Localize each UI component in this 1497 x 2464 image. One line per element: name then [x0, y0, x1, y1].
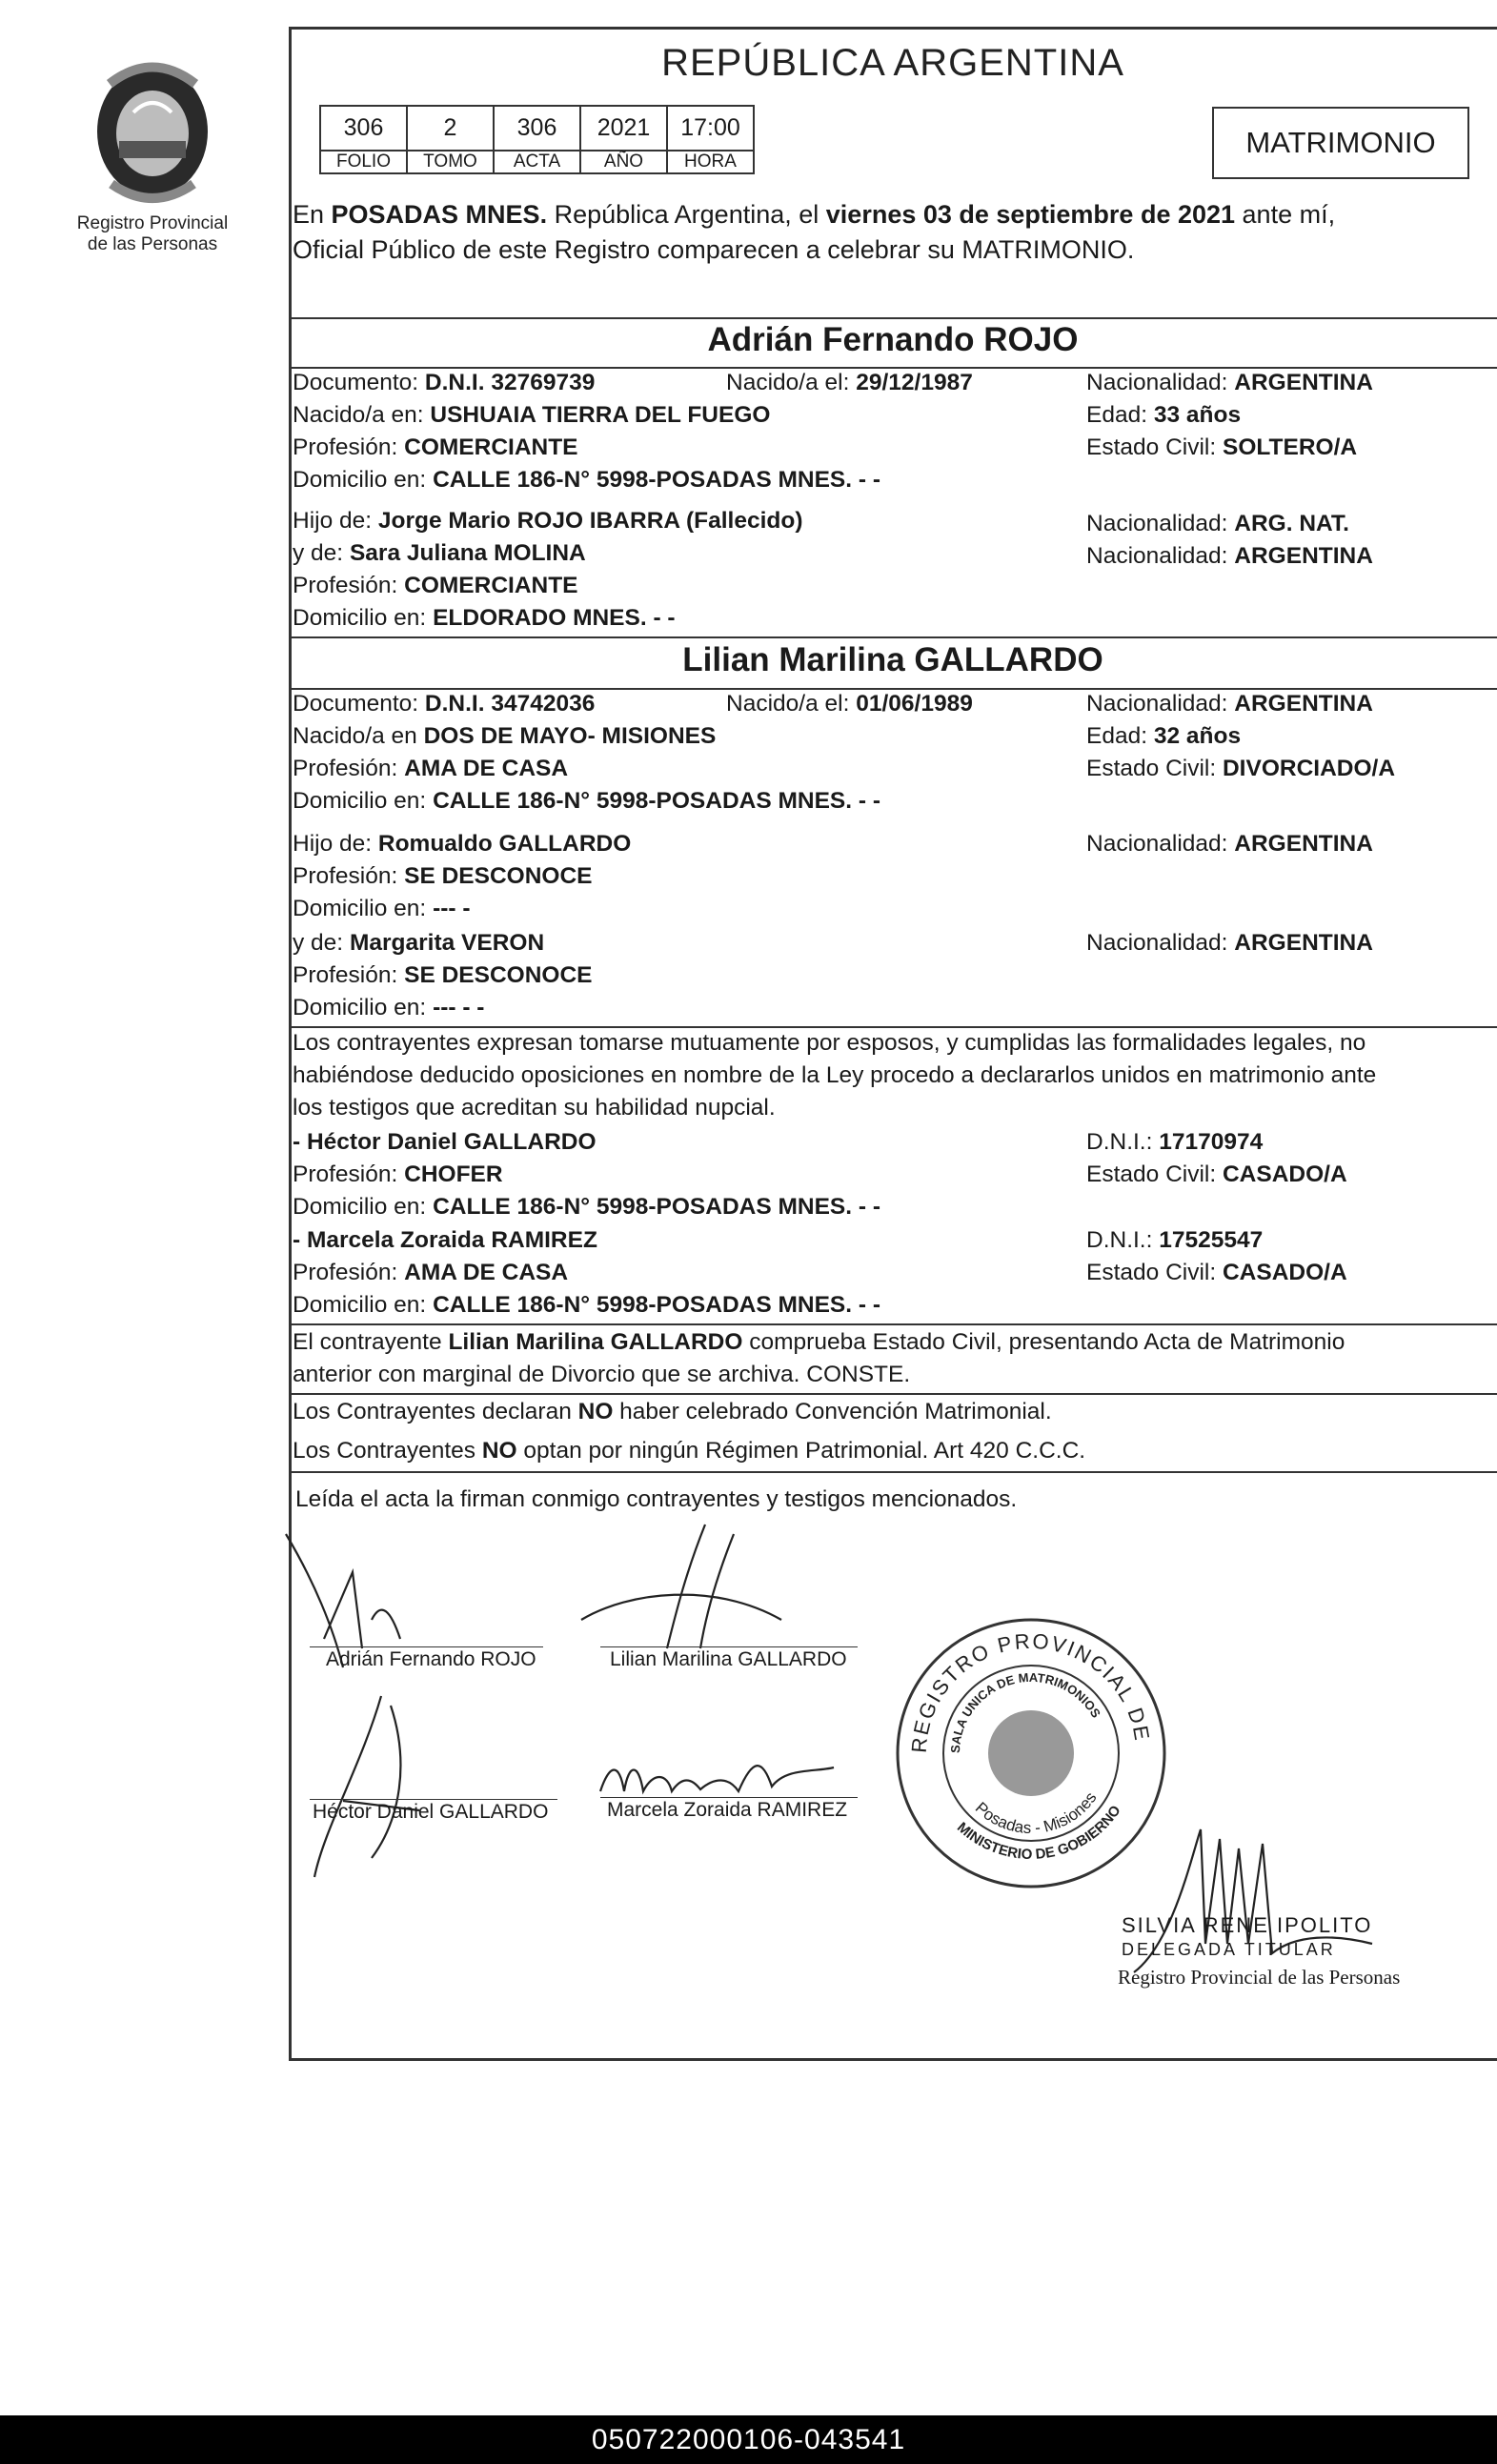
- spouse2-age: Edad: 32 años: [1086, 723, 1242, 749]
- civil-status-note: El contrayente Lilian Marilina GALLARDO comprueba Estado Civil, presentando Acta de Matrimonio anterior con marginal de Divorcio que se archiva. CONSTE.: [293, 1329, 1345, 1387]
- witness2-address: Domicilio en: CALLE 186-N° 5998-POSADAS MNES. - -: [293, 1292, 881, 1318]
- signature-hector-gallardo: [305, 1686, 448, 1887]
- registry-name-line1: Registro Provincial: [76, 213, 229, 233]
- folio-value: 306: [320, 106, 407, 151]
- convention-statement: Los Contrayentes declaran NO haber celebrado Convención Matrimonial.: [293, 1399, 1052, 1424]
- signature-name-3: Héctor Daniel GALLARDO: [313, 1801, 549, 1823]
- signature-line: [600, 1646, 858, 1647]
- spouse1-civil-status: Estado Civil: SOLTERO/A: [1086, 434, 1358, 460]
- spouse2-mother-profession: Profesión: SE DESCONOCE: [293, 962, 593, 988]
- acta-value: 306: [494, 106, 580, 151]
- signature-lilian-gallardo: [572, 1515, 839, 1658]
- spouse2-father-address: Domicilio en: --- -: [293, 896, 471, 921]
- intro-text: En: [293, 200, 332, 229]
- spouse1-birthplace: Nacido/a en: USHUAIA TIERRA DEL FUEGO: [293, 402, 771, 428]
- year-value: 2021: [580, 106, 667, 151]
- registry-name: [67, 213, 238, 255]
- spouse1-address: Domicilio en: CALLE 186-N° 5998-POSADAS MNES. - -: [293, 467, 881, 493]
- intro-date: viernes 03 de septiembre de 2021: [825, 200, 1236, 229]
- spouse2-father-profession: Profesión: SE DESCONOCE: [293, 863, 593, 889]
- declaration-line: Los contrayentes expresan tomarse mutuamente por esposos, y cumplidas las formalidades legales, no: [293, 1030, 1366, 1056]
- folio-label: FOLIO: [320, 151, 407, 173]
- svg-text:Posadas - Misiones: [972, 1788, 1101, 1837]
- spouse1-parents-address: Domicilio en: ELDORADO MNES. - -: [293, 605, 676, 631]
- divider: [289, 367, 1497, 369]
- intro-text: Oficial Público de este Registro comparecen a celebrar su MATRIMONIO.: [293, 235, 1135, 264]
- spouse1-name: Adrián Fernando ROJO: [707, 321, 1079, 358]
- spouse1-profession: Profesión: COMERCIANTE: [293, 434, 578, 460]
- hour-label: HORA: [667, 151, 754, 173]
- regime-statement: Los Contrayentes NO optan por ningún Régimen Patrimonial. Art 420 C.C.C.: [293, 1438, 1086, 1464]
- signature-name-4: Marcela Zoraida RAMIREZ: [607, 1799, 848, 1821]
- divider: [289, 636, 1497, 638]
- spouse2-birthdate: Nacido/a el: 01/06/1989: [726, 691, 973, 717]
- tomo-value: 2: [407, 106, 494, 151]
- witness2-name: - Marcela Zoraida RAMIREZ: [293, 1227, 597, 1253]
- stamp-outer-text: REGISTRO PROVINCIAL DE: [906, 1628, 1155, 1754]
- spouse2-address: Domicilio en: CALLE 186-N° 5998-POSADAS MNES. - -: [293, 788, 881, 814]
- signature-name-2: Lilian Marilina GALLARDO: [610, 1648, 847, 1670]
- stamp-inner-text: SALA UNICA DE MATRIMONIOS: [947, 1669, 1103, 1754]
- province-seal-icon: [81, 55, 224, 208]
- witness2-civil-status: Estado Civil: CASADO/A: [1086, 1260, 1347, 1285]
- intro-place: POSADAS MNES.: [331, 200, 548, 229]
- divider: [289, 1323, 1497, 1325]
- record-type-box: MATRIMONIO: [1212, 107, 1469, 179]
- year-label: AÑO: [580, 151, 667, 173]
- spouse2-profession: Profesión: AMA DE CASA: [293, 756, 569, 781]
- spouse1-age: Edad: 33 años: [1086, 402, 1242, 428]
- witness2-profession: Profesión: AMA DE CASA: [293, 1260, 569, 1285]
- closing-statement: Leída el acta la firman conmigo contrayentes y testigos mencionados.: [295, 1486, 1018, 1512]
- spouse2-father-nationality: Nacionalidad: ARGENTINA: [1086, 831, 1373, 857]
- signature-name-1: Adrián Fernando ROJO: [326, 1648, 536, 1670]
- acta-label: ACTA: [494, 151, 580, 173]
- spouse1-birthdate: Nacido/a el: 29/12/1987: [726, 370, 973, 395]
- spouse2-document: Documento: D.N.I. 34742036: [293, 691, 596, 717]
- witness2-dni: D.N.I.: 17525547: [1086, 1227, 1264, 1253]
- spouse2-nationality: Nacionalidad: ARGENTINA: [1086, 691, 1373, 717]
- hour-value: 17:00: [667, 106, 754, 151]
- spouse2-mother-address: Domicilio en: --- - -: [293, 995, 485, 1020]
- divider: [289, 1471, 1497, 1473]
- spouse2-father: Hijo de: Romualdo GALLARDO: [293, 831, 632, 857]
- record-table: [319, 105, 755, 174]
- spouse1-parents-profession: Profesión: COMERCIANTE: [293, 573, 578, 598]
- tomo-label: TOMO: [407, 151, 494, 173]
- declaration-line: los testigos que acreditan su habilidad nupcial.: [293, 1095, 776, 1121]
- spouse1-father: Hijo de: Jorge Mario ROJO IBARRA (Fallecido): [293, 508, 803, 534]
- signature-line: [310, 1799, 557, 1800]
- spouse2-civil-status: Estado Civil: DIVORCIADO/A: [1086, 756, 1396, 781]
- witness1-name: - Héctor Daniel GALLARDO: [293, 1129, 597, 1155]
- signature-line: [310, 1646, 543, 1647]
- stamp-bottom-text: Posadas - Misiones: [971, 1788, 1101, 1838]
- official-title: DELEGADA TITULAR: [1122, 1940, 1336, 1959]
- witness1-dni: D.N.I.: 17170974: [1086, 1129, 1264, 1155]
- spouse1-mother: y de: Sara Juliana MOLINA: [293, 540, 586, 566]
- registry-name-line2: de las Personas: [87, 234, 218, 254]
- registry-logo: [67, 55, 238, 255]
- declaration-paragraph: [293, 1027, 1495, 1124]
- document-title: REPÚBLICA ARGENTINA: [661, 42, 1124, 84]
- stamp-ministry-text: MINISTERIO DE GOBIERNO: [953, 1802, 1124, 1864]
- divider: [289, 317, 1497, 319]
- witness1-address: Domicilio en: CALLE 186-N° 5998-POSADAS MNES. - -: [293, 1194, 881, 1220]
- spouse1-father-nationality: Nacionalidad: ARG. NAT.: [1086, 511, 1349, 536]
- intro-text: ante mí,: [1235, 200, 1336, 229]
- official-organization: Registro Provincial de las Personas: [1118, 1966, 1401, 1989]
- spouse1-nationality: Nacionalidad: ARGENTINA: [1086, 370, 1373, 395]
- witness1-civil-status: Estado Civil: CASADO/A: [1086, 1161, 1347, 1187]
- spouse1-document: Documento: D.N.I. 32769739: [293, 370, 596, 395]
- witness1-profession: Profesión: CHOFER: [293, 1161, 503, 1187]
- signature-official: [1115, 1801, 1401, 1991]
- declaration-line: habiéndose deducido oposiciones en nombre de la Ley procedo a declararlos unidos en matrimonio ante: [293, 1062, 1377, 1088]
- spouse2-mother: y de: Margarita VERON: [293, 930, 545, 956]
- intro-paragraph: [293, 197, 1495, 268]
- official-name: SILVIA RENE IPOLITO: [1122, 1913, 1373, 1937]
- spouse1-mother-nationality: Nacionalidad: ARGENTINA: [1086, 543, 1373, 569]
- intro-text: República Argentina, el: [547, 200, 826, 229]
- document-code: 050722000106-043541: [0, 2415, 1497, 2464]
- signature-line: [600, 1797, 858, 1798]
- spouse2-mother-nationality: Nacionalidad: ARGENTINA: [1086, 930, 1373, 956]
- divider: [289, 688, 1497, 690]
- spouse2-birthplace: Nacido/a en DOS DE MAYO- MISIONES: [293, 723, 717, 749]
- spouse2-name: Lilian Marilina GALLARDO: [682, 641, 1103, 678]
- divider: [289, 1393, 1497, 1395]
